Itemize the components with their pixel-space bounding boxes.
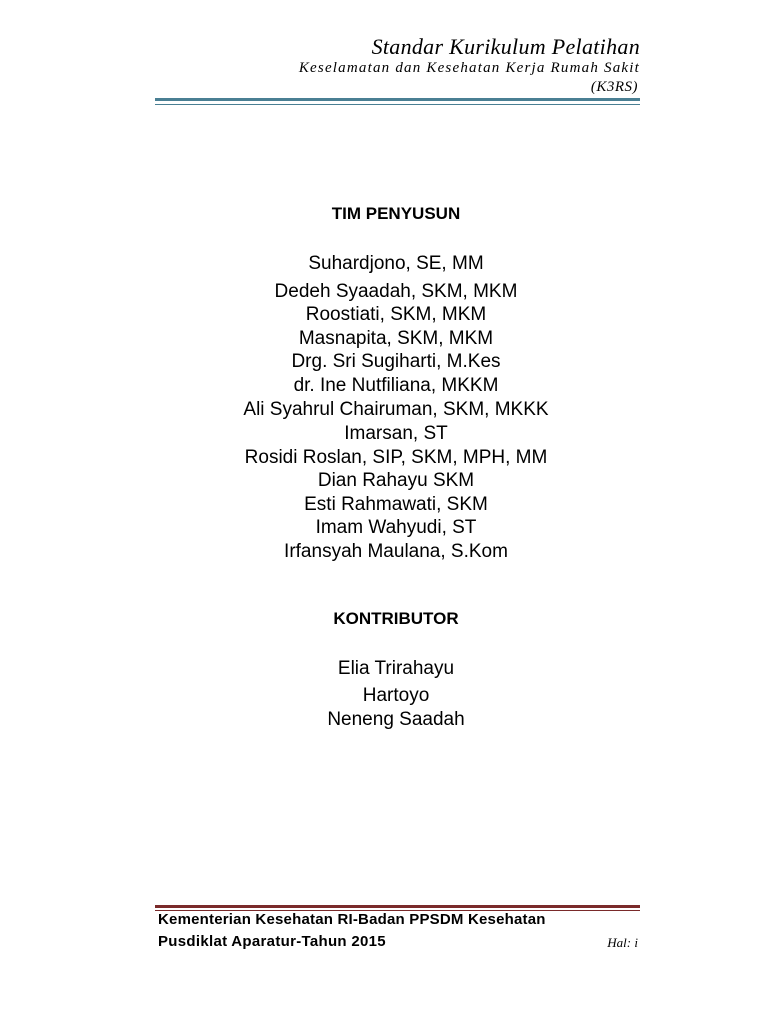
team-member: Dian Rahayu SKM	[317, 470, 475, 491]
team-member: dr. Ine Nutfiliana, MKKM	[293, 375, 499, 396]
contributor: Hartoyo	[362, 685, 430, 706]
footer-publisher-year: Pusdiklat Aparatur-Tahun 2015	[158, 933, 386, 950]
header-subtitle-abbrev: (K3RS)	[590, 79, 638, 95]
footer-rule-thick	[155, 905, 640, 908]
contributors-heading: KONTRIBUTOR	[333, 609, 459, 628]
team-member: Masnapita, SKM, MKM	[298, 328, 494, 349]
contributor: Elia Trirahayu	[337, 658, 455, 679]
footer-institution: Kementerian Kesehatan RI-Badan PPSDM Kesehatan	[158, 911, 546, 928]
team-member: Ali Syahrul Chairuman, SKM, MKKK	[243, 399, 549, 420]
header-title: Standar Kurikulum Pelatihan	[371, 34, 640, 59]
page-number: Hal: i	[607, 935, 638, 950]
team-member: Imarsan, ST	[344, 423, 448, 444]
team-member: Irfansyah Maulana, S.Kom	[284, 541, 508, 562]
team-member: Esti Rahmawati, SKM	[304, 494, 488, 515]
team-member: Rosidi Roslan, SIP, SKM, MPH, MM	[244, 447, 548, 468]
team-member: Imam Wahyudi, ST	[315, 517, 477, 538]
team-member: Dedeh Syaadah, SKM, MKM	[274, 281, 518, 302]
team-member: Roostiati, SKM, MKM	[305, 304, 487, 325]
team-member: Suhardjono, SE, MM	[308, 253, 484, 274]
header-subtitle: Keselamatan dan Kesehatan Kerja Rumah Sakit	[298, 60, 640, 76]
header-rule-thin	[155, 104, 640, 105]
header-rule-thick	[155, 98, 640, 101]
team-heading: TIM PENYUSUN	[331, 204, 461, 223]
contributor: Neneng Saadah	[327, 709, 465, 730]
team-member: Drg. Sri Sugiharti, M.Kes	[291, 351, 501, 372]
